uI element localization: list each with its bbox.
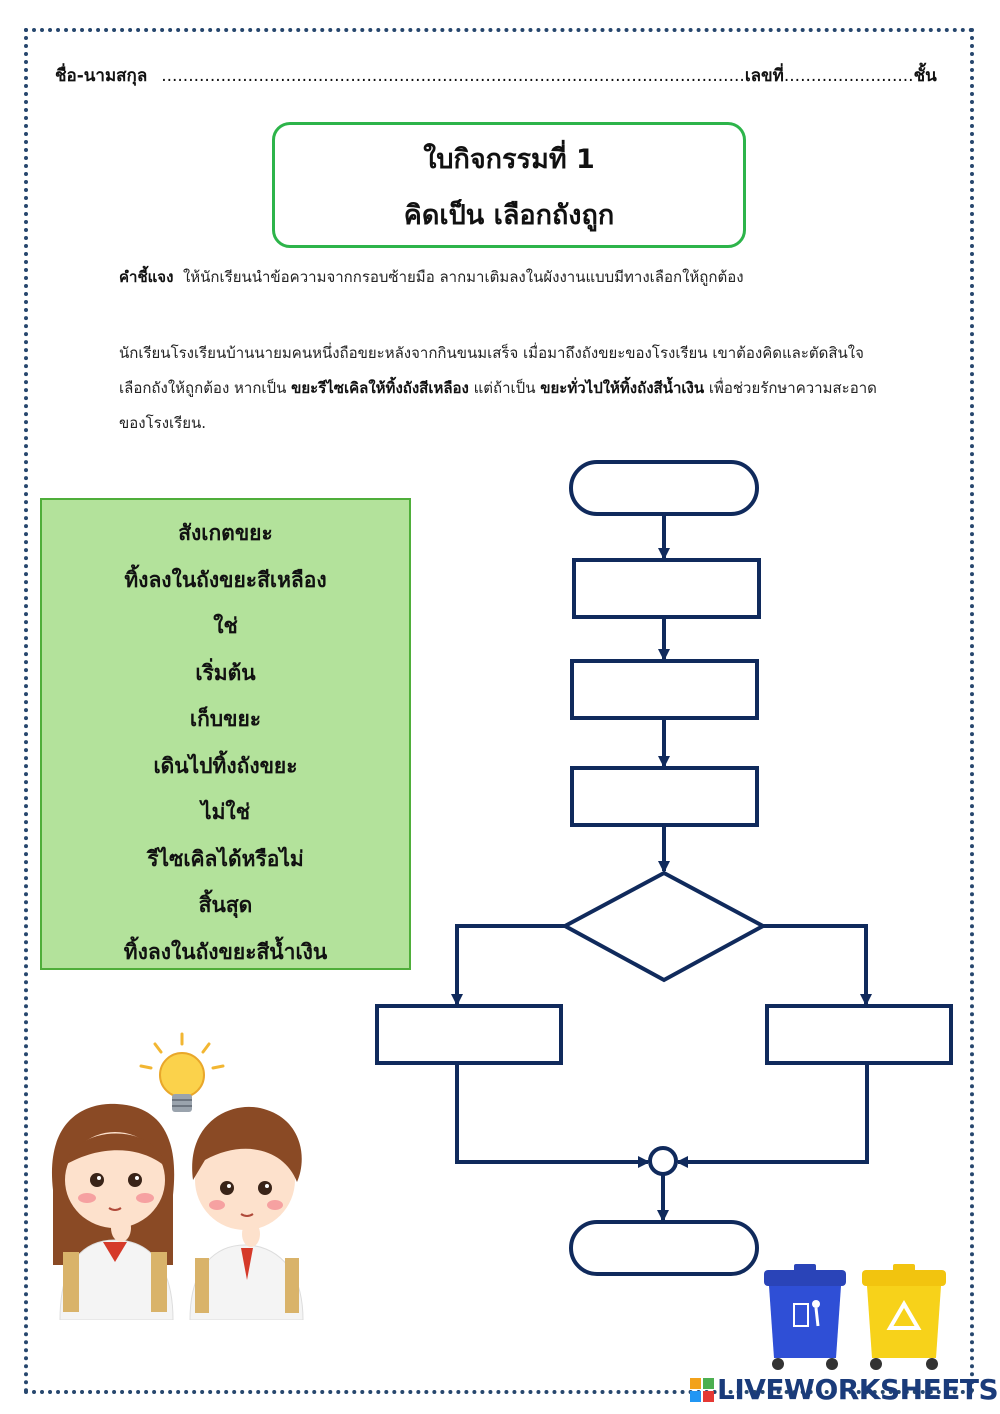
trash-bins-illustration [760, 1260, 960, 1380]
word-bank-item[interactable]: เก็บขยะ [189, 706, 262, 731]
process-box-1-dropzone[interactable] [574, 560, 759, 617]
process-box-3-dropzone[interactable] [572, 768, 757, 825]
name-blank: ............................................................................................................ [161, 66, 745, 86]
story-text-1: นักเรียนโรงเรียนบ้านนายมคนหนึ่งถือขยะหลังจากกินขนมเสร็จ เมื่อมาถึงถังขยะของโรงเรียน เขาต้องคิดและตัดสินใจเลือกถังให้ถูกต้อง หากเป็น [119, 344, 864, 397]
flow-arrow-merge-left [457, 1063, 648, 1162]
story-text-2: แต่ถ้าเป็น [468, 379, 541, 397]
word-bank-item[interactable]: สังเกตขยะ [178, 520, 273, 545]
liveworksheets-logo-icon [690, 1378, 714, 1402]
word-bank-item[interactable]: ทิ้งลงในถังขยะสีน้ำเงิน [123, 938, 328, 964]
girl-character [52, 1104, 174, 1320]
worksheet-subtitle: คิดเป็น เลือกถังถูก [403, 200, 615, 231]
watermark-text: LIVEWORKSHEETS [717, 1373, 999, 1406]
story-bold-general: ขยะทั่วไปให้ทิ้งถังสีน้ำเงิน [540, 379, 705, 397]
story-text-3: เพื่อช่วยรักษาความสะอาดของโรงเรียน. [119, 379, 877, 432]
left-branch-box-dropzone[interactable] [377, 1006, 561, 1063]
instruction-text: ให้นักเรียนนำข้อความจากกรอบซ้ายมือ ลากมาเติมลงในผังงานแบบมีทางเลือกให้ถูกต้อง [182, 268, 744, 286]
lightbulb-icon [141, 1034, 223, 1112]
story-bold-recycle: ขยะรีไซเคิลให้ทิ้งถังสีเหลือง [291, 379, 469, 397]
flow-arrow-right [763, 926, 866, 1004]
process-box-2-dropzone[interactable] [572, 661, 757, 718]
flow-arrow-left [457, 926, 565, 1004]
worksheet-title: ใบกิจกรรมที่ 1 [423, 144, 595, 175]
word-bank-item[interactable]: เริ่มต้น [195, 659, 256, 685]
thinking-kids-illustration [45, 1030, 315, 1320]
word-bank-item[interactable]: รีไซเคิลได้หรือไม่ [147, 845, 304, 871]
decision-diamond-dropzone[interactable] [565, 873, 763, 980]
boy-character [190, 1107, 303, 1320]
word-bank-item[interactable]: ทิ้งลงในถังขยะสีเหลือง [124, 566, 327, 592]
flow-arrow-merge-right [678, 1063, 867, 1162]
number-blank: ........................ [783, 66, 914, 86]
class-label: ชั้น [913, 66, 937, 86]
end-terminal-dropzone[interactable] [571, 1222, 757, 1274]
right-branch-box-dropzone[interactable] [767, 1006, 951, 1063]
word-bank-item[interactable]: ไม่ใช่ [201, 799, 250, 824]
start-terminal-dropzone[interactable] [571, 462, 757, 514]
yellow-bin-icon [862, 1264, 946, 1370]
word-bank-item[interactable]: สิ้นสุด [198, 892, 253, 917]
blue-bin-icon [764, 1264, 846, 1370]
instruction-label: คำชี้แจง [119, 268, 174, 286]
connector-circle [650, 1148, 676, 1174]
number-label: เลขที่ [744, 66, 784, 86]
name-label: ชื่อ-นามสกุล [55, 66, 148, 86]
word-bank-item[interactable]: ใช่ [213, 613, 238, 638]
liveworksheets-watermark [690, 1373, 998, 1406]
word-bank-item[interactable]: เดินไปทิ้งถังขยะ [153, 752, 298, 778]
